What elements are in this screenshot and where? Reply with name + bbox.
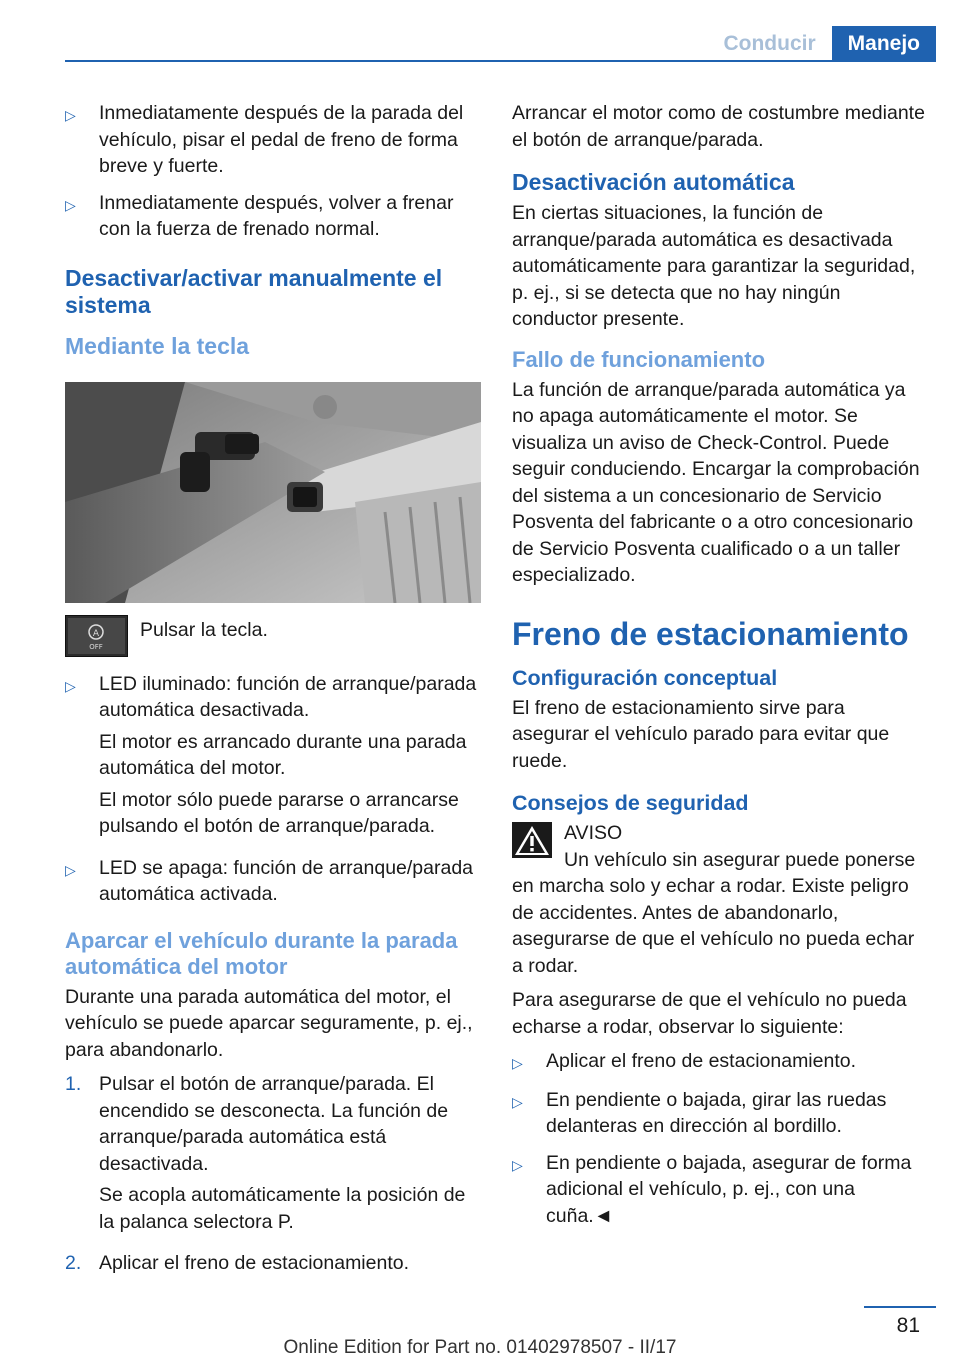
secure-intro: Para asegurarse de que el vehículo no pueda echarse a rodar, observar lo siguiente: <box>512 989 907 1038</box>
numbered-item <box>65 1071 481 1240</box>
right-column <box>512 100 926 1239</box>
park-intro: Durante una parada automática del motor, el vehículo se puede aparcar seguramente, p. ej., para abandonarlo. <box>65 985 473 1061</box>
heading-auto-off: Desactivación automática <box>512 169 795 195</box>
bullet-item <box>65 190 481 243</box>
bullet-text: En pendiente o bajada, girar las ruedas delanteras en dirección al bordillo. <box>546 1088 887 1137</box>
bullet-item <box>512 1087 926 1140</box>
bullet-marker: ▷ <box>65 196 76 213</box>
svg-text:OFF: OFF <box>89 642 103 651</box>
bullet-text: Aplicar el freno de estacionamiento. <box>546 1050 857 1072</box>
bullet-marker: ▷ <box>512 1093 523 1110</box>
bullet-item <box>512 1048 926 1077</box>
tab-manejo[interactable]: Manejo <box>832 26 936 61</box>
warning-label: AVISO <box>564 822 623 844</box>
bullet-text: Inmediatamente después de la parada del vehículo, pisar el pedal de freno de forma breve y fuerte. <box>99 102 464 177</box>
bullet-item <box>65 855 481 908</box>
footer-rule <box>864 1306 936 1308</box>
step-number: 1. <box>65 1073 82 1095</box>
bullet-text: En pendiente o bajada, asegurar de forma adicional el vehículo, p. ej., con una cuña.◄ <box>546 1151 912 1227</box>
heading-button: Mediante la tecla <box>65 332 250 359</box>
bullet-marker: ▷ <box>512 1156 523 1173</box>
numbered-item <box>65 1250 481 1277</box>
bullet-text: LED iluminado: función de arranque/parada automática desactivada. <box>99 672 477 721</box>
heading-concept: Configuración conceptual <box>512 665 778 690</box>
fault-text: La función de arranque/parada automática ya no apaga automáticamente el motor. Se visualiza un aviso de Check-Control. Puede seguir conduciendo. Encargar la comprobación del sistema a un concesionario de Servicio Posventa del fabricante o a otro concesionario de Servicio Posventa cualificado o a un taller especializado. <box>512 378 920 586</box>
key-instruction-text: Pulsar la tecla. <box>140 618 268 641</box>
steering-column-photo <box>65 382 481 603</box>
warning-triangle-icon <box>512 822 552 858</box>
warning-text: en marcha solo y echar a rodar. Existe peligro de accidentes. Antes de abandonarlo, asegurarse de que el vehículo no pueda echar a rodar. <box>512 875 915 977</box>
header-rule <box>65 60 936 62</box>
warning-text-line: Un vehículo sin asegurar puede ponerse <box>564 848 916 871</box>
left-column <box>65 100 481 1287</box>
bullet-text: LED se apaga: función de arranque/parada automática activada. <box>99 856 474 905</box>
svg-text:A: A <box>92 628 100 639</box>
heading-park: Aparcar el vehículo durante la parada automática del motor <box>65 927 458 979</box>
step-subtext: Se acopla automáticamente la posición de la palanca selectora P. <box>99 1184 466 1233</box>
edition-footer: Online Edition for Part no. 01402978507 - II/17 <box>283 1337 677 1358</box>
header-tabs <box>707 26 936 61</box>
start-text: Arrancar el motor como de costumbre mediante el botón de arranque/parada. <box>512 102 925 151</box>
concept-text: El freno de estacionamiento sirve para asegurar el vehículo parado para evitar que ruede. <box>512 696 890 772</box>
step-text: Pulsar el botón de arranque/parada. El encendido se desconecta. La función de arranque/parada automática está desactivada. <box>99 1073 449 1175</box>
bullet-subtext: El motor sólo puede pararse o arrancarse pulsando el botón de arranque/parada. <box>99 788 459 837</box>
bullet-marker: ▷ <box>65 107 76 123</box>
tab-conducir[interactable]: Conducir <box>723 32 816 55</box>
bullet-item <box>65 100 481 180</box>
heading-fault: Fallo de funcionamiento <box>512 346 766 372</box>
key-instruction <box>65 615 481 657</box>
warning-block <box>512 820 926 873</box>
bullet-subtext: El motor es arrancado durante una parada automática del motor. <box>99 730 467 779</box>
auto-off-text: En ciertas situaciones, la función de arranque/parada automática es desactivada automáticamente para garantizar la seguridad, p. ej., si se detecta que no hay ningún conductor presente. <box>512 202 916 330</box>
bullet-marker: ▷ <box>512 1055 523 1071</box>
bullet-marker: ▷ <box>65 677 76 694</box>
heading-parking-brake: Freno de estacionamiento <box>512 615 909 652</box>
step-number: 2. <box>65 1252 82 1274</box>
bullet-item <box>512 1150 926 1230</box>
page-number: 81 <box>896 1314 920 1337</box>
bullet-item <box>65 671 481 845</box>
auto-start-stop-off-key-icon <box>65 615 128 657</box>
step-text: Aplicar el freno de estacionamiento. <box>99 1252 410 1274</box>
heading-safety: Consejos de seguridad <box>512 791 749 815</box>
bullet-text: Inmediatamente después, volver a frenar con la fuerza de frenado normal. <box>99 191 454 240</box>
heading-manual: Desactivar/activar manualmente el sistema <box>65 264 443 318</box>
bullet-marker: ▷ <box>65 861 76 878</box>
